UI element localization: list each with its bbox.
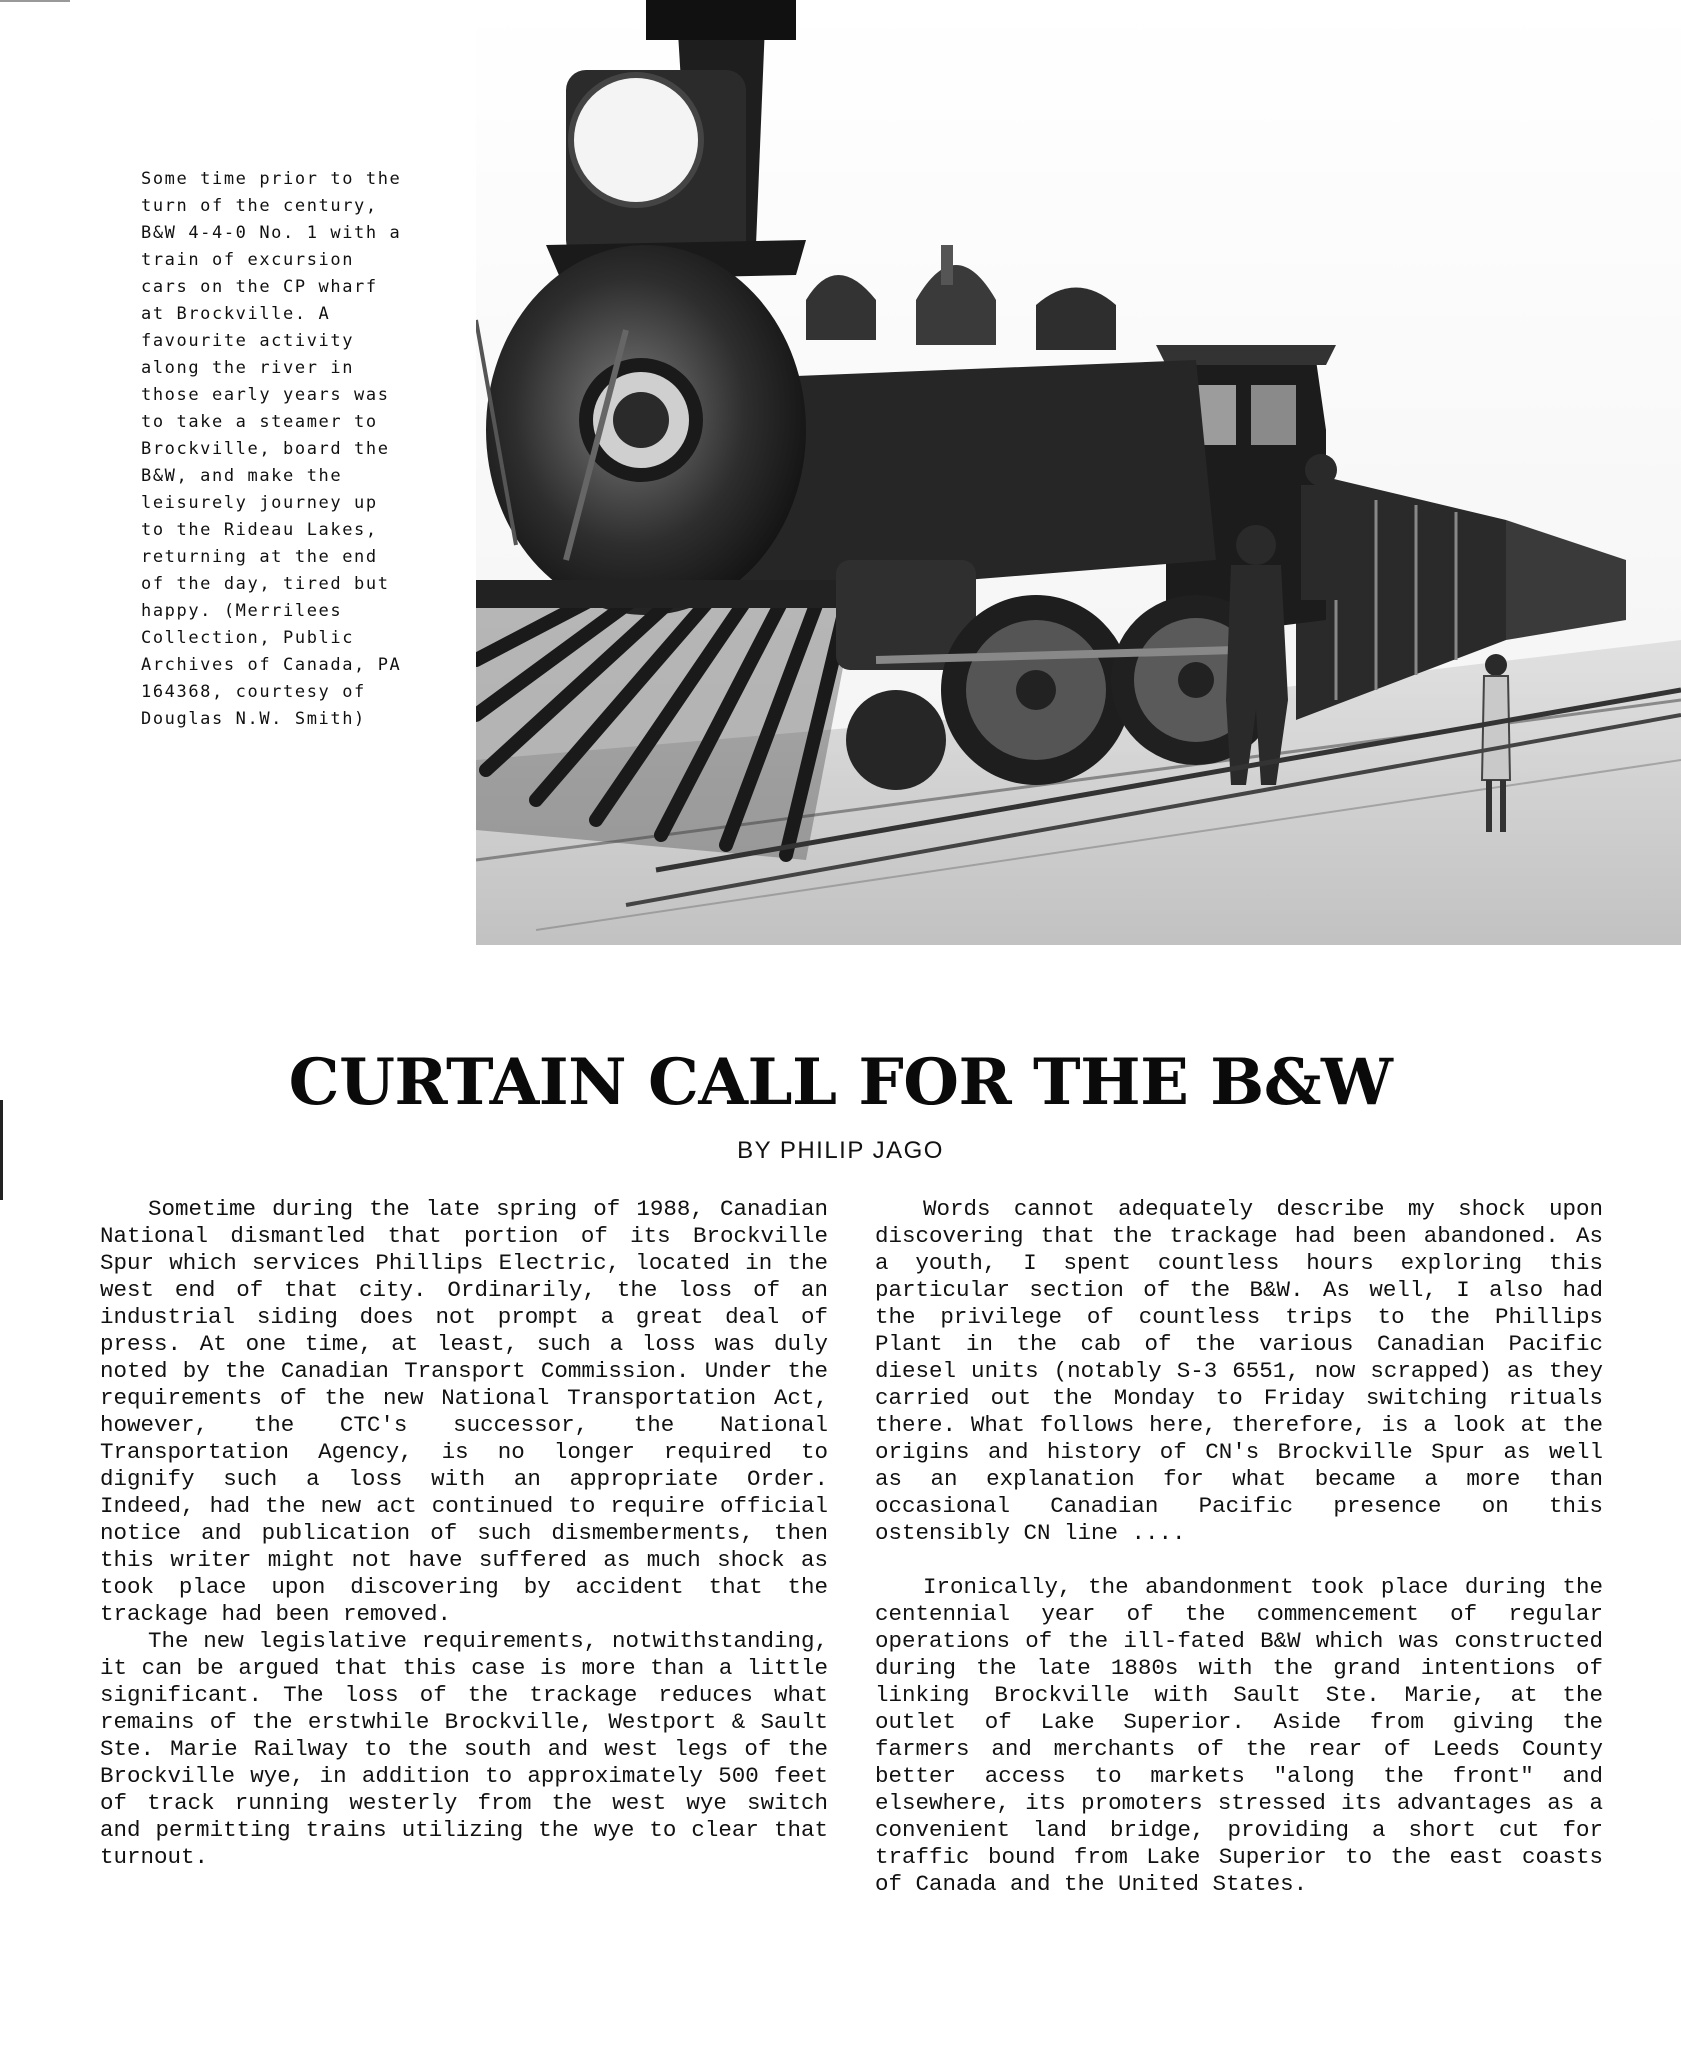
paragraph: Words cannot adequately describe my shock upon discovering that the trackage had been abandoned. As a youth, I spent countless hours exploring this particular section of the B&W. As well, I also had the privilege of countless trips to the Phillips Plant in the cab of the various Canadian Pacific diesel units (notably S-3 6551, now scrapped) as they carried out the Monday to Friday switching rituals there. What follows here, therefore, is a look at the origins and history of CN's Brockville Spur as well as an explanation for what became a more than occasional Canadian Pacific presence on this ostensibly CN line .... [875,1196,1603,1546]
paragraph: The new legislative requirements, notwithstanding, it can be argued that this case is more than a little significant. The loss of the trackage reduces what remains of the erstwhile Brockville, Westport & Sault Ste. Marie Railway to the south and west legs of the Brockville wye, in addition to approximately 500 feet of track running westerly from the west wye switch and permitting trains utilizing the wye to clear that turnout. [100,1628,828,1870]
article-byline: BY PHILIP JAGO [737,1137,944,1164]
scan-edge-mark-top [0,0,70,2]
paragraph: Ironically, the abandonment took place during the centennial year of the commencement of regular operations of the ill-fated B&W which was constructed during the late 1880s with the grand intentions of linking Brockville with Sault Ste. Marie, at the outlet of Lake Superior. Aside from giving the farmers and merchants of the rear of Leeds County better access to markets "along the front" and elsewhere, its promoters stressed its advantages as a convenient land bridge, providing a short cut for traffic bound from Lake Superior to the east coasts of Canada and the United States. [875,1574,1603,1897]
paragraph: Sometime during the late spring of 1988, Canadian National dismantled that portion of its Brockville Spur which services Phillips Electric, located in the west end of that city. Ordinarily, the loss of an industrial siding does not prompt a great deal of press. At one time, at least, such a loss was duly noted by the Canadian Transport Commission. Under the requirements of the new National Transportation Act, however, the CTC's successor, the National Transportation Agency, is no longer required to dignify such a loss with an appropriate Order. Indeed, had the new act continued to require official notice and publication of such dismemberments, then this writer might not have suffered as much shock as took place upon discovering by accident that the trackage had been removed. [100,1196,828,1627]
right-column [875,1196,1603,1898]
photo-caption: Some time prior to the turn of the century, B&W 4-4-0 No. 1 with a train of excursion cars on the CP wharf at Brockville. A favourite activity along the river in those early years was to take a steamer to Brockville, board the B&W, and make the leisurely journey up to the Rideau Lakes, returning at the end of the day, tired but happy. (Merrilees Collection, Public Archives of Canada, PA 164368, courtesy of Douglas N.W. Smith) [141,169,402,729]
left-column [100,1196,828,1871]
article-title: CURTAIN CALL FOR THE B&W [288,1045,1393,1120]
locomotive-photo [476,0,1681,945]
